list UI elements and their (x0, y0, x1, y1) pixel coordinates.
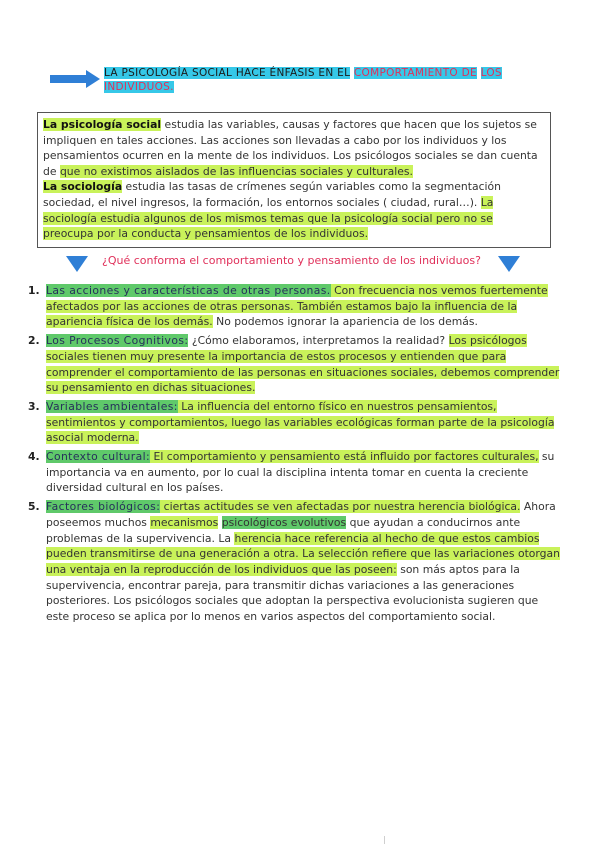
item-label: Los Procesos Cognitivos: (46, 334, 189, 348)
intro-sociologia (43, 179, 544, 241)
section-question: ¿Qué conforma el comportamiento y pensamiento de los individuos? (102, 254, 481, 267)
item-number: 4. (28, 450, 40, 464)
intro-p1-text: estudia las variables, causas y factores que hacen que los sujetos se impliquen en tales acciones. Las acciones son llevadas a cabo por los individuos y los pensamientos ocurren en la mente de los individuos. Los psicólogos sociales se dan cuenta de (43, 118, 538, 178)
item-text: Ahora poseemos muchos (46, 500, 556, 529)
list-item (24, 449, 564, 496)
intro-p2-highlight: La sociología estudia algunos de los mismos temas que la psicología social pero no se preocupa por la conducta y pensamientos de los individuos. (43, 195, 494, 241)
item-highlight: mecanismos (150, 515, 219, 529)
item-highlight: psicológicos evolutivos (221, 515, 347, 529)
intro-psicologia-social (43, 117, 544, 179)
item-text: ¿Cómo elaboramos, interpretamos la realidad? (188, 334, 449, 348)
item-highlight: Los psicólogos sociales tienen muy presente la importancia de estos procesos y entienden que para comprender el comportamiento de las personas en situaciones sociales, debemos comprender su pensamiento en dichas situaciones. (46, 334, 560, 395)
item-highlight: ciertas actitudes se ven afectadas por nuestra herencia biológica. (160, 500, 521, 514)
list-item (24, 333, 564, 396)
term-sociologia: La sociología (43, 180, 123, 194)
item-label: Contexto cultural: (46, 450, 151, 464)
factors-list (24, 283, 564, 628)
scan-mark (384, 836, 385, 844)
list-item (24, 283, 564, 330)
list-item (24, 499, 564, 625)
arrow-down-icon (498, 256, 520, 272)
item-number: 1. (28, 284, 40, 297)
list-item (24, 399, 564, 446)
term-psicologia-social: La psicología social (43, 118, 162, 131)
item-text: No podemos ignorar la apariencia de los demás. (212, 315, 478, 329)
item-number: 3. (28, 399, 40, 413)
arrow-down-icon (66, 256, 88, 272)
item-highlight: Con frecuencia nos vemos fuertemente afectados por las acciones de otras personas. También estamos bajo la influencia de la apariencia física de los demás. (46, 284, 548, 329)
title-part-1: LA PSICOLOGÍA SOCIAL HACE ÉNFASIS EN EL (104, 67, 351, 79)
item-highlight: El comportamiento y pensamiento está influido por factores culturales, (150, 450, 539, 464)
page-title (104, 66, 524, 94)
item-label: Factores biológicos: (46, 500, 161, 514)
arrow-right-icon (50, 70, 100, 88)
item-number: 2. (28, 334, 40, 348)
title-part-3: LOS INDIVIDUOS. (104, 67, 502, 93)
item-number: 5. (28, 500, 40, 514)
item-text: su importancia va en aumento, por lo cual la disciplina intenta tomar en cuenta la creciente diversidad cultural en los países. (46, 450, 555, 495)
intro-box (37, 112, 551, 248)
intro-p1-highlight: que no existimos aislados de las influencias sociales y culturales. (59, 164, 413, 178)
item-text: que ayudan a conducirnos ante problemas de la supervivencia. La (46, 515, 521, 545)
item-highlight: La influencia del entorno físico en nuestros pensamientos, sentimientos y comportamientos, luego las variables ecológicas forman parte de la psicología asocial moderna. (46, 399, 555, 445)
item-label: Variables ambientales: (46, 399, 178, 413)
item-label: Las acciones y características de otras personas. (46, 284, 331, 297)
intro-p2-text: estudia las tasas de crímenes según variables como la segmentación sociedad, el nivel ingresos, la formación, los entornos sociales ( ciudad, rural…). (43, 180, 501, 209)
title-part-2: COMPORTAMIENTO DE (353, 67, 477, 79)
item-text: son más aptos para la supervivencia, encontrar pareja, para transmitir dichas variaciones a las generaciones posteriores. Los psicólogos sociales que adoptan la perspectiva evolucionista sugieren que este proceso se aplica por lo menos en varios aspectos del comportamiento social. (46, 562, 539, 624)
item-highlight: herencia hace referencia al hecho de que estos cambios pueden transmitirse de una generación a otra. La selección refiere que las variaciones otorgan una ventaja en la reproducción de los individuos que las poseen: (46, 531, 560, 576)
